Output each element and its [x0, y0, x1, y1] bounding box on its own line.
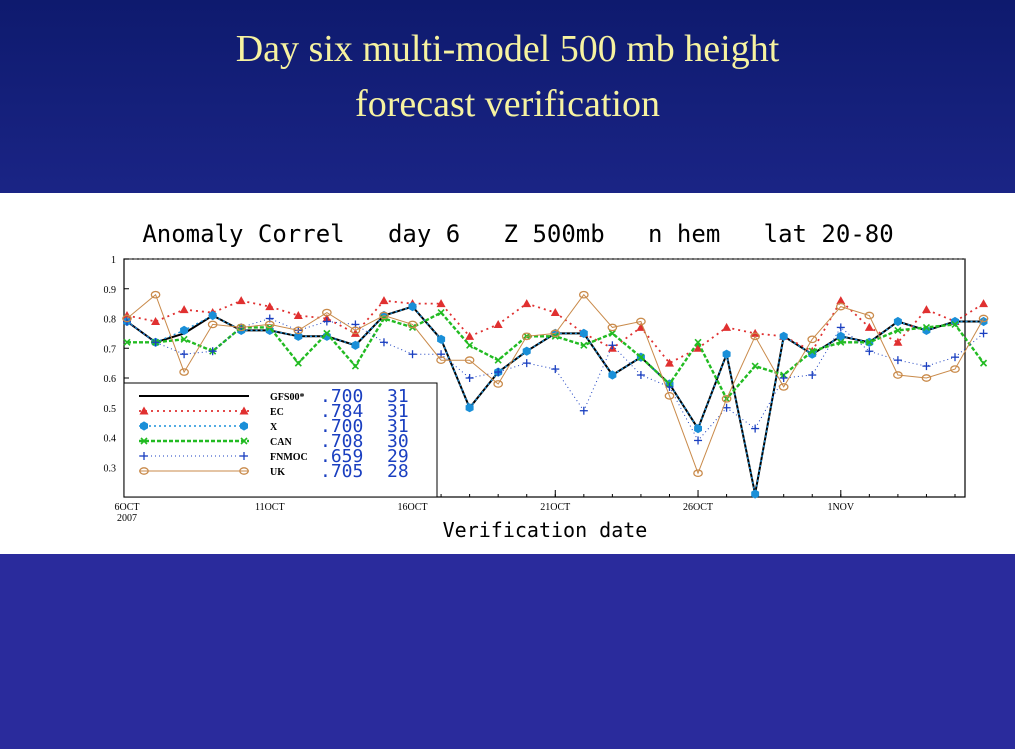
data-point [522, 299, 531, 307]
legend-series-count: 31 [387, 416, 409, 437]
data-point [409, 350, 417, 358]
data-point [723, 350, 731, 359]
slide-title [0, 22, 1015, 132]
data-point [922, 305, 931, 313]
legend-series-count: 28 [387, 461, 409, 482]
y-tick-label: 1 [111, 255, 116, 266]
y-tick-label: 0.9 [103, 284, 116, 296]
legend-series-score: .700 [320, 386, 364, 407]
x-tick-label: 16OCT [397, 502, 428, 513]
legend-series-score: .700 [320, 416, 364, 437]
data-point [466, 374, 474, 382]
x-tick-sublabel: 2007 [117, 513, 137, 524]
data-point [523, 359, 531, 367]
data-point [551, 365, 559, 373]
legend-series-count: 30 [387, 431, 409, 452]
data-point [180, 350, 188, 358]
legend-series-name: X [270, 422, 278, 433]
anomaly-correlation-chart [0, 193, 1015, 554]
data-point [922, 362, 930, 370]
y-tick-label: 0.3 [103, 463, 116, 475]
data-point [180, 305, 189, 313]
legend-series-count: 31 [387, 386, 409, 407]
legend-series-count: 29 [387, 446, 409, 467]
data-point [379, 296, 388, 304]
y-tick-label: 0.4 [103, 433, 116, 445]
x-tick-label: 26OCT [683, 502, 714, 513]
y-tick-label: 0.8 [103, 314, 116, 326]
y-tick-label: 0.5 [103, 403, 116, 415]
x-tick-label: 21OCT [540, 502, 571, 513]
data-point [865, 347, 873, 355]
x-tick-label: 6OCT [114, 502, 140, 513]
legend-series-name: EC [270, 407, 284, 418]
data-point [237, 296, 246, 304]
legend-series-score: .659 [320, 446, 364, 467]
data-point [894, 356, 902, 364]
data-point [808, 371, 816, 379]
x-tick-label: 1NOV [827, 502, 855, 513]
legend-series-name: CAN [270, 437, 292, 448]
data-point [752, 363, 758, 369]
data-point [979, 299, 988, 307]
data-point [352, 363, 358, 369]
data-point [580, 407, 588, 415]
data-point [865, 323, 874, 331]
slide-title-line2: forecast verification [355, 83, 660, 125]
legend-series-name: FNMOC [270, 452, 308, 463]
data-point [722, 323, 731, 331]
data-point [295, 360, 301, 366]
legend [124, 383, 437, 497]
data-point [551, 308, 560, 316]
slide-title-line1: Day six multi-model 500 mb height [235, 28, 780, 70]
chart-panel [0, 193, 1015, 554]
legend-series-score: .708 [320, 431, 364, 452]
y-tick-label: 0.6 [103, 374, 116, 385]
data-point [751, 425, 759, 433]
data-point [494, 320, 503, 328]
data-point [637, 371, 645, 379]
data-point [893, 338, 902, 346]
legend-series-name: GFS00* [270, 392, 305, 403]
data-point [980, 329, 988, 337]
data-point [837, 323, 845, 331]
data-point [380, 338, 388, 346]
chart-title: Anomaly Correl day 6 Z 500mb n hem lat 20-80 [142, 220, 894, 248]
legend-series-score: .784 [320, 401, 364, 422]
x-tick-label: 11OCT [254, 502, 285, 513]
legend-series-score: .705 [320, 461, 364, 482]
legend-series-count: 31 [387, 401, 409, 422]
data-point [608, 341, 616, 349]
y-tick-label: 0.7 [103, 344, 116, 356]
x-axis-label: Verification date [442, 518, 648, 542]
legend-series-name: UK [270, 467, 285, 478]
